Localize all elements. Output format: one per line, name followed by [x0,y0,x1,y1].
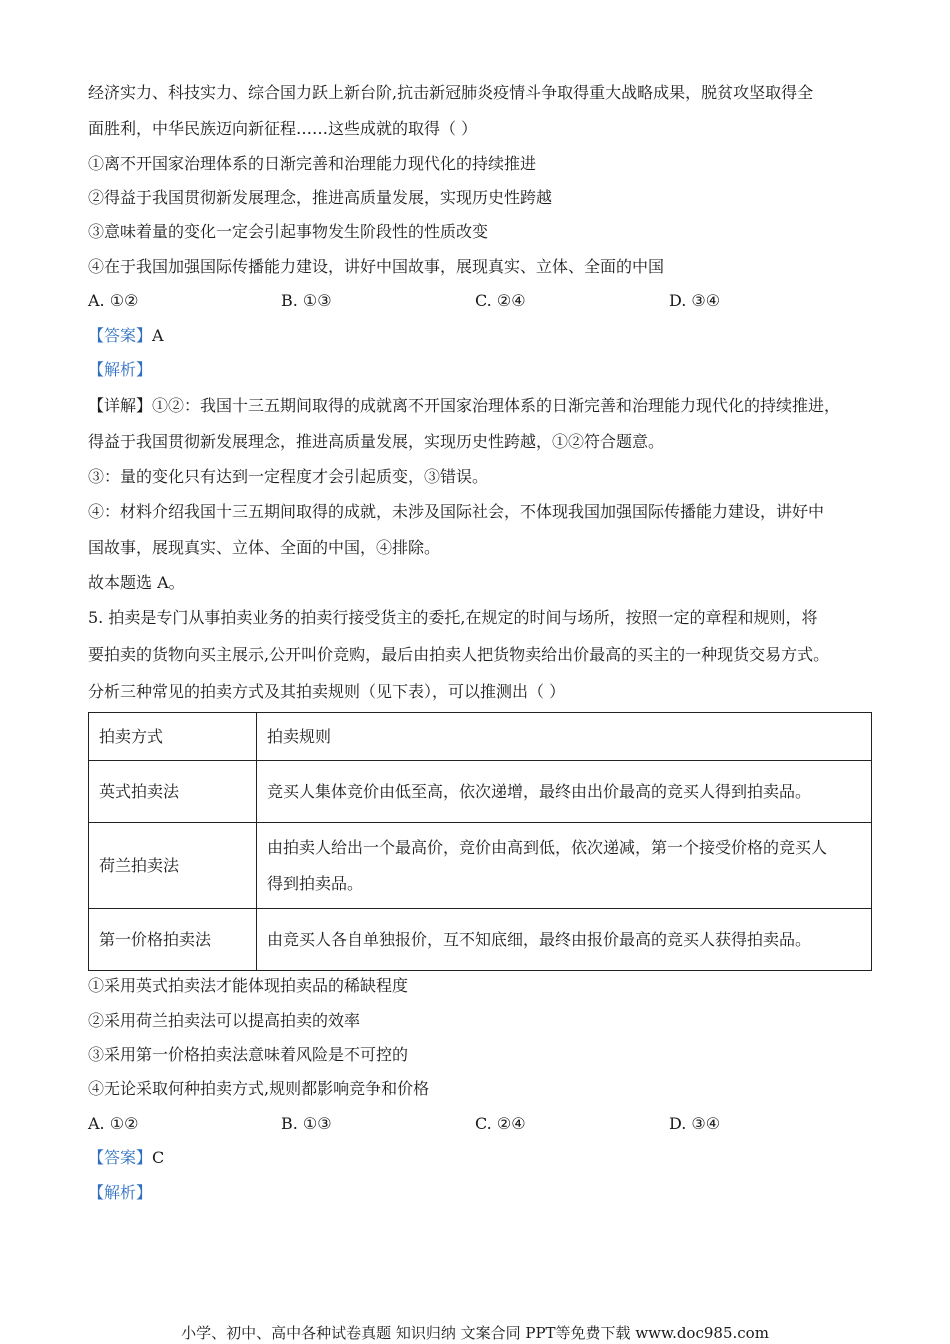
answer-tag: 【答案】 [88,1148,153,1167]
q5-stem-line-1: 5. 拍卖是专门从事拍卖业务的拍卖行接受货主的委托,在规定的时间与场所，按照一定的章程和规则，将 [88,608,818,627]
q4-item-1: ①离不开国家治理体系的日渐完善和治理能力现代化的持续推进 [88,154,537,173]
q5-stem-line-2: 要拍卖的货物向买主展示,公开叫价竞购，最后由拍卖人把货物卖给出价最高的买主的一种现货交易方式。 [88,645,830,664]
q5-item-4: ④无论采取何种拍卖方式,规则都影响竞争和价格 [88,1079,430,1098]
q5-answer [88,1148,872,1168]
method-cell: 荷兰拍卖法 [89,823,257,909]
table-header-row [89,713,872,761]
q4-analysis-heading [88,360,872,380]
q4-option-d: D. ③④ [669,291,721,310]
q4-stem-line-2: 面胜利，中华民族迈向新征程……这些成就的取得（ ） [88,119,478,138]
answer-tag: 【答案】 [88,326,153,345]
q5-analysis-heading [88,1183,872,1203]
q4-item-4: ④在于我国加强国际传播能力建设，讲好中国故事，展现真实、立体、全面的中国 [88,257,665,276]
q4-conclusion: 故本题选 A。 [88,573,185,592]
q4-detail-line-4: ④：材料介绍我国十三五期间取得的成就，未涉及国际社会，不体现我国加强国际传播能力建设，讲好中 [88,502,825,521]
q4-option-b: B. ①③ [281,291,332,310]
rule-cell: 竞买人集体竞价由低至高，依次递增，最终由出价最高的竞买人得到拍卖品。 [257,761,872,823]
q5-option-b: B. ①③ [281,1114,332,1133]
rule-line: 由拍卖人给出一个最高价，竞价由高到低，依次递减，第一个接受价格的竞买人 [267,837,828,857]
auction-rules-table [88,712,872,971]
rule-cell [257,823,872,909]
table-row [89,761,872,823]
q4-item-3: ③意味着量的变化一定会引起事物发生阶段性的性质改变 [88,222,489,241]
q5-stem-line-3: 分析三种常见的拍卖方式及其拍卖规则（见下表），可以推测出（ ） [88,682,566,701]
answer-value: C [152,1148,165,1167]
q4-option-c: C. ②④ [475,291,526,310]
q5-option-c: C. ②④ [475,1114,526,1133]
answer-value: A [152,326,164,345]
method-cell: 第一价格拍卖法 [89,909,257,971]
method-cell: 英式拍卖法 [89,761,257,823]
table-row [89,823,872,909]
q4-answer [88,326,872,346]
q4-option-a: A. ①② [88,291,139,310]
rule-line: 得到拍卖品。 [267,873,364,893]
detail-tag: 【详解】 [88,396,153,415]
header-rule: 拍卖规则 [257,713,872,761]
q4-stem-line-1: 经济实力、科技实力、综合国力跃上新台阶,抗击新冠肺炎疫情斗争取得重大战略成果，脱贫攻坚取得全 [88,83,814,102]
page-footer: 小学、初中、高中各种试卷真题 知识归纳 文案合同 PPT等免费下载 www.doc985.com [181,1324,769,1342]
detail-text: ①②：我国十三五期间取得的成就离不开国家治理体系的日渐完善和治理能力现代化的持续推进， [152,396,841,415]
q5-option-d: D. ③④ [669,1114,721,1133]
analysis-tag: 【解析】 [88,1183,153,1202]
q5-item-2: ②采用荷兰拍卖法可以提高拍卖的效率 [88,1011,361,1030]
header-method: 拍卖方式 [89,713,257,761]
table-row [89,909,872,971]
q4-detail-line-1 [88,396,872,416]
q5-item-1: ①采用英式拍卖法才能体现拍卖品的稀缺程度 [88,976,409,995]
q4-item-2: ②得益于我国贯彻新发展理念，推进高质量发展，实现历史性跨越 [88,188,553,207]
q4-detail-line-3: ③：量的变化只有达到一定程度才会引起质变，③错误。 [88,467,489,486]
rule-cell: 由竞买人各自单独报价，互不知底细，最终由报价最高的竞买人获得拍卖品。 [257,909,872,971]
q4-detail-line-2: 得益于我国贯彻新发展理念，推进高质量发展，实现历史性跨越，①②符合题意。 [88,432,665,451]
analysis-tag: 【解析】 [88,360,153,379]
q5-option-a: A. ①② [88,1114,139,1133]
q4-detail-line-5: 国故事，展现真实、立体、全面的中国，④排除。 [88,538,441,557]
q5-item-3: ③采用第一价格拍卖法意味着风险是不可控的 [88,1045,409,1064]
